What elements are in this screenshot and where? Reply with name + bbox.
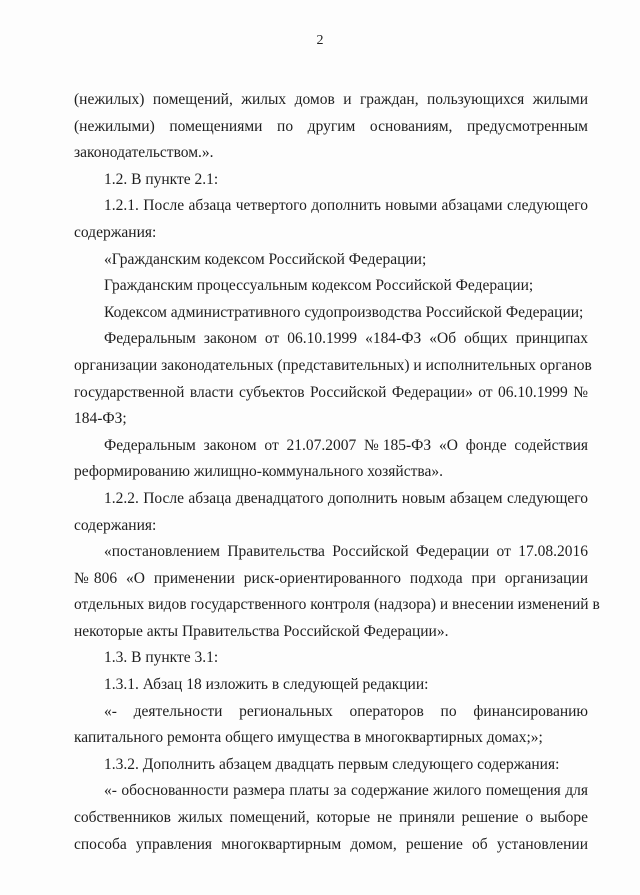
text-line: 1.3.2. Дополнить абзацем двадцать первым следующего содержания: — [104, 755, 560, 773]
text-line: «- деятельности региональных операторов по финансированию — [104, 702, 588, 720]
text-line: капитального ремонта общего имущества в многоквартирных домах;»; — [74, 729, 543, 747]
text-line: собственников жилых помещений, которые не приняли решение о выборе — [74, 809, 588, 827]
text-line: Гражданским процессуальным кодексом Российской Федерации; — [104, 277, 534, 295]
text-line: Федеральным законом от 06.10.1999 «184-ФЗ «Об общих принципах — [104, 330, 588, 348]
text-line: реформированию жилищно-коммунального хозяйства». — [74, 463, 443, 481]
text-line: 184-ФЗ; — [74, 410, 127, 428]
text-line: содержания: — [74, 223, 157, 241]
text-line: 1.2. В пункте 2.1: — [104, 170, 219, 188]
page-number: 2 — [316, 33, 324, 48]
text-line: «Гражданским кодексом Российской Федерации; — [104, 250, 427, 268]
text-line: 1.3.1. Абзац 18 изложить в следующей редакции: — [104, 676, 429, 694]
text-line: отдельных видов государственного контроля (надзора) и внесении изменений в — [74, 596, 600, 614]
text-line: Федеральным законом от 21.07.2007 №185-ФЗ «О фонде содействия — [104, 436, 588, 454]
text-line: законодательством.». — [74, 144, 214, 162]
text-line: организации законодательных (представительных) и исполнительных органов — [74, 356, 592, 374]
text-line: способа управления многоквартирным домом, решение об установлении — [74, 835, 588, 853]
document-body — [74, 87, 600, 858]
text-line: №806 «О применении риск-ориентированного подхода при организации — [74, 569, 588, 587]
text-line: 1.2.2. После абзаца двенадцатого дополнить новым абзацем следующего — [104, 489, 588, 507]
text-line: 1.3. В пункте 3.1: — [104, 649, 219, 667]
text-line: «- обоснованности размера платы за содержание жилого помещения для — [104, 782, 588, 800]
text-line: Кодексом административного судопроизводства Российской Федерации; — [104, 303, 584, 321]
text-line: (нежилых) помещений, жилых домов и граждан, пользующихся жилыми — [74, 91, 588, 108]
text-line: содержания: — [74, 516, 157, 534]
text-line: «постановлением Правительства Российской Федерации от 17.08.2016 — [104, 543, 588, 561]
text-line: 1.2.1. После абзаца четвертого дополнить новыми абзацами следующего — [104, 197, 588, 215]
text-line: государственной власти субъектов Российской Федерации» от 06.10.1999 № — [74, 383, 588, 401]
text-line: (нежилыми) помещениями по другим основаниям, предусмотренным — [74, 117, 588, 135]
text-line: некоторые акты Правительства Российской Федерации». — [74, 622, 449, 640]
